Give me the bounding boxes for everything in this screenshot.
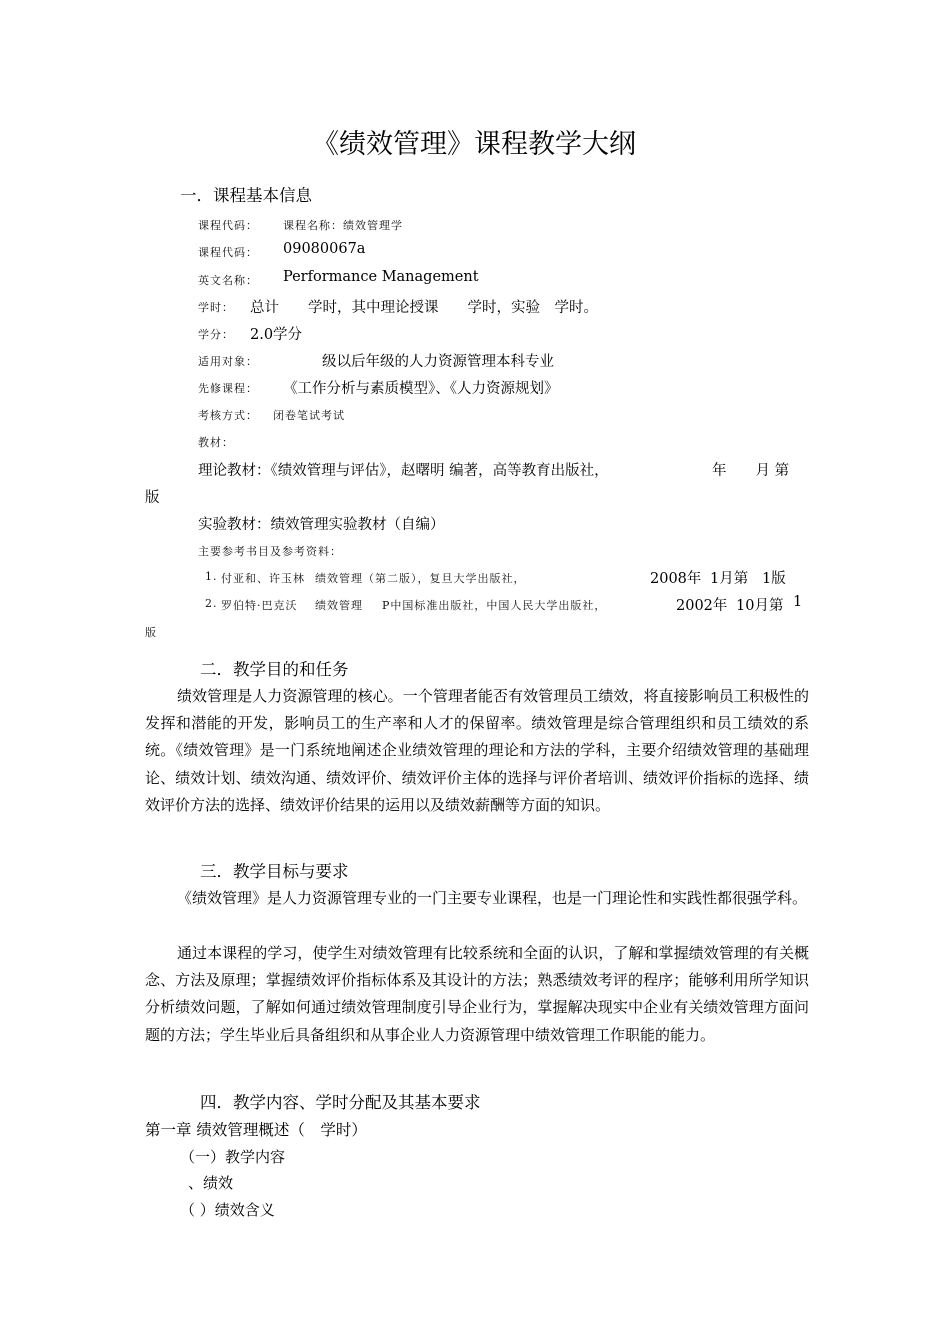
reference-wrap: 版	[145, 626, 157, 639]
info-value-assessment: 闭卷笔试考试	[273, 409, 345, 422]
reference-title: 绩效管理（第二版），复旦大学出版社，	[315, 572, 526, 585]
reference-number: 1.	[205, 570, 218, 583]
content-item: （一）教学内容	[180, 1148, 286, 1166]
info-value-course-name: 课程名称：绩效管理学	[283, 219, 403, 232]
objectives-paragraph-2: 通过本课程的学习，使学生对绩效管理有比较系统和全面的认识，了解和掌握绩效管理的有关概念、方法及原理；掌握绩效评价指标体系及其设计的方法；熟悉绩效考评的程序；能够利用所学知识分析绩效问题，了解如何通过绩效管理制度引导企业行为，掌握解决现实中企业有关绩效管理方面问题的方法；学生毕业后具备组织和从事企业人力资源管理中绩效管理工作职能的能力。	[145, 944, 809, 1044]
section-heading-purpose: 二．教学目的和任务	[200, 660, 349, 679]
theory-textbook-date: 年 月 第	[712, 463, 790, 479]
info-label: 学时：	[198, 301, 234, 314]
lab-textbook: 实验教材：绩效管理实验教材（自编）	[198, 517, 445, 533]
purpose-paragraph: 绩效管理是人力资源管理的核心。一个管理者能否有效管理员工绩效，将直接影响员工积极性的发挥和潜能的开发，影响员工的生产率和人才的保留率。绩效管理是综合管理组织和员工绩效的系统。《绩效管理》是一门系统地阐述企业绩效管理的理论和方法的学科，主要介绍绩效管理的基础理论、绩效计划、绩效沟通、绩效评价、绩效评价主体的选择与评价者培训、绩效评价指标的选择、绩效评价方法的选择、绩效评价结果的运用以及绩效薪酬等方面的知识。	[145, 687, 809, 814]
reference-author: 罗伯特·巴克沃	[221, 599, 298, 612]
info-label: 学分：	[198, 328, 234, 341]
info-label: 适用对象：	[198, 355, 258, 368]
info-value-credits: 2.0学分	[250, 327, 303, 343]
reference-date: 2002年	[676, 598, 728, 614]
info-label: 考核方式：	[198, 409, 258, 422]
reference-publisher: 绩效管理	[315, 599, 363, 612]
reference-edition: 1	[793, 594, 803, 610]
reference-month: 1月第	[710, 571, 749, 587]
content-item: （ ）绩效含义	[180, 1201, 275, 1219]
info-value-english-name: Performance Management	[283, 269, 479, 285]
section-heading-basic-info: 一．课程基本信息	[180, 186, 312, 205]
info-label: 课程代码：	[198, 246, 258, 259]
textbook-label: 教材：	[198, 436, 234, 449]
info-value-prerequisites: 《工作分析与素质模型》、《人力资源规划》	[283, 381, 559, 397]
info-value-target-students: 级以后年级的人力资源管理本科专业	[322, 354, 554, 370]
objectives-paragraph-1: 《绩效管理》是人力资源管理专业的一门主要专业课程，也是一门理论性和实践性都很强学科。	[177, 889, 808, 907]
chapter-heading: 第一章 绩效管理概述（ 学时）	[145, 1121, 367, 1139]
section-heading-content: 四．教学内容、学时分配及其基本要求	[200, 1093, 481, 1112]
theory-textbook-wrap: 版	[145, 490, 160, 506]
reference-title: P中国标准出版社，中国人民大学出版社，	[382, 599, 607, 612]
reference-number: 2.	[205, 597, 218, 610]
section-heading-objectives: 三．教学目标与要求	[200, 862, 349, 881]
reference-month: 10月第	[736, 598, 784, 614]
content-item: 、绩效	[188, 1174, 234, 1192]
reference-edition: 1版	[762, 571, 786, 587]
info-label: 课程代码：	[198, 219, 258, 232]
reference-author: 付亚和、许玉林	[221, 572, 305, 585]
info-value-hours: 总计 学时，其中理论授课 学时，实验 学时。	[250, 300, 598, 316]
references-label: 主要参考书目及参考资料：	[198, 545, 342, 558]
info-label: 先修课程：	[198, 382, 258, 395]
reference-date: 2008年	[650, 571, 702, 587]
theory-textbook: 理论教材：《绩效管理与评估》，赵曙明 编著，高等教育出版社，	[198, 463, 609, 479]
info-value-course-code: 09080067a	[283, 241, 366, 257]
page-title: 《绩效管理》课程教学大纲	[312, 129, 636, 160]
info-label: 英文名称：	[198, 274, 258, 287]
